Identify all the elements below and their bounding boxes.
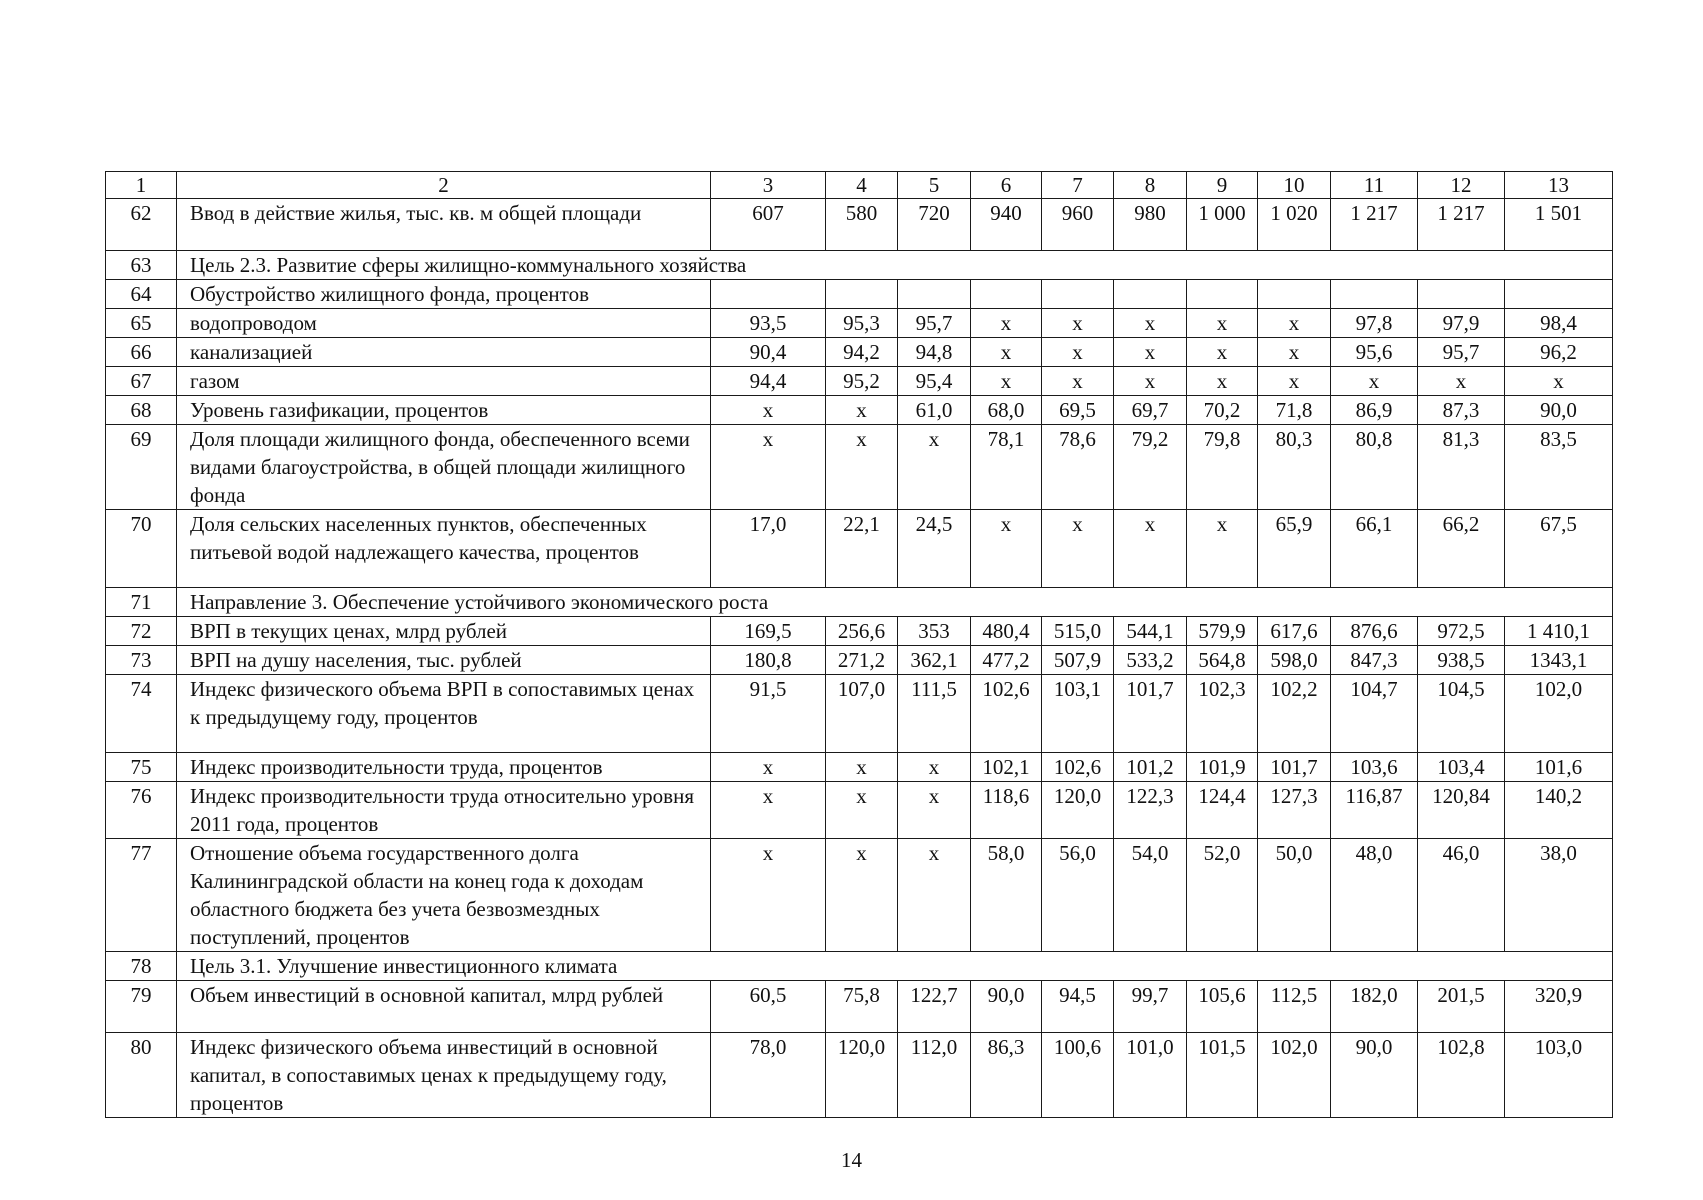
col-7-cell: 78,6: [1042, 425, 1114, 510]
col-3-cell: x: [711, 782, 826, 839]
col-5-cell: 111,5: [898, 675, 971, 753]
col-4-cell: [826, 280, 898, 309]
col-4-cell: x: [826, 753, 898, 782]
col-5-cell: 95,7: [898, 309, 971, 338]
row-number-cell: 78: [106, 952, 177, 981]
col-8-cell: 101,0: [1114, 1033, 1187, 1118]
indicator-name-cell: канализацией: [177, 338, 711, 367]
col-5-cell: 720: [898, 199, 971, 251]
col-13-cell: 320,9: [1505, 981, 1613, 1033]
col-9-cell: 1 000: [1187, 199, 1258, 251]
col-12-cell: 46,0: [1418, 839, 1505, 952]
col-3-cell: x: [711, 839, 826, 952]
col-9-cell: [1187, 280, 1258, 309]
col-8-cell: 533,2: [1114, 646, 1187, 675]
col-9-cell: x: [1187, 367, 1258, 396]
table-row: [106, 839, 1613, 952]
row-number-cell: 70: [106, 510, 177, 588]
col-8-cell: 99,7: [1114, 981, 1187, 1033]
row-number-cell: 73: [106, 646, 177, 675]
col-3-cell: 17,0: [711, 510, 826, 588]
col-6-cell: 86,3: [971, 1033, 1042, 1118]
section-title: Направление 3. Обеспечение устойчивого экономического роста: [177, 588, 1613, 617]
col-6-cell: 102,6: [971, 675, 1042, 753]
column-header: 4: [826, 172, 898, 199]
col-10-cell: x: [1258, 367, 1331, 396]
col-8-cell: 122,3: [1114, 782, 1187, 839]
col-10-cell: x: [1258, 338, 1331, 367]
col-11-cell: 97,8: [1331, 309, 1418, 338]
col-5-cell: x: [898, 839, 971, 952]
indicator-name-cell: Отношение объема государственного долга Калининградской области на конец года к доходам областного бюджета без учета безвозмездных поступлений, процентов: [177, 839, 711, 952]
col-6-cell: 78,1: [971, 425, 1042, 510]
col-10-cell: 598,0: [1258, 646, 1331, 675]
col-10-cell: 71,8: [1258, 396, 1331, 425]
table-body: [106, 172, 1613, 1118]
col-12-cell: 201,5: [1418, 981, 1505, 1033]
row-number-cell: 72: [106, 617, 177, 646]
col-10-cell: 80,3: [1258, 425, 1331, 510]
col-13-cell: [1505, 280, 1613, 309]
col-9-cell: x: [1187, 338, 1258, 367]
table-row: [106, 675, 1613, 753]
col-4-cell: 256,6: [826, 617, 898, 646]
col-9-cell: 52,0: [1187, 839, 1258, 952]
row-number-cell: 69: [106, 425, 177, 510]
col-7-cell: 507,9: [1042, 646, 1114, 675]
column-header: 7: [1042, 172, 1114, 199]
col-4-cell: 271,2: [826, 646, 898, 675]
indicator-name-cell: газом: [177, 367, 711, 396]
col-12-cell: 938,5: [1418, 646, 1505, 675]
indicator-name-cell: Ввод в действие жилья, тыс. кв. м общей площади: [177, 199, 711, 251]
col-8-cell: 101,2: [1114, 753, 1187, 782]
col-11-cell: 847,3: [1331, 646, 1418, 675]
col-12-cell: 1 217: [1418, 199, 1505, 251]
col-10-cell: 65,9: [1258, 510, 1331, 588]
col-12-cell: 81,3: [1418, 425, 1505, 510]
col-13-cell: 83,5: [1505, 425, 1613, 510]
col-10-cell: 102,2: [1258, 675, 1331, 753]
indicator-name-cell: Обустройство жилищного фонда, процентов: [177, 280, 711, 309]
col-11-cell: 103,6: [1331, 753, 1418, 782]
col-6-cell: 102,1: [971, 753, 1042, 782]
col-7-cell: 515,0: [1042, 617, 1114, 646]
col-6-cell: 480,4: [971, 617, 1042, 646]
col-13-cell: 38,0: [1505, 839, 1613, 952]
col-3-cell: 90,4: [711, 338, 826, 367]
indicator-name-cell: Индекс производительности труда, процентов: [177, 753, 711, 782]
row-number-cell: 79: [106, 981, 177, 1033]
table-row: [106, 309, 1613, 338]
col-10-cell: [1258, 280, 1331, 309]
table-row: [106, 338, 1613, 367]
col-12-cell: 120,84: [1418, 782, 1505, 839]
col-12-cell: 102,8: [1418, 1033, 1505, 1118]
indicator-name-cell: Доля сельских населенных пунктов, обеспеченных питьевой водой надлежащего качества, процентов: [177, 510, 711, 588]
section-title: Цель 3.1. Улучшение инвестиционного климата: [177, 952, 1613, 981]
col-10-cell: 50,0: [1258, 839, 1331, 952]
col-3-cell: x: [711, 753, 826, 782]
col-12-cell: 97,9: [1418, 309, 1505, 338]
col-3-cell: 169,5: [711, 617, 826, 646]
col-11-cell: 104,7: [1331, 675, 1418, 753]
col-8-cell: 54,0: [1114, 839, 1187, 952]
section-title: Цель 2.3. Развитие сферы жилищно-коммунального хозяйства: [177, 251, 1613, 280]
col-10-cell: 112,5: [1258, 981, 1331, 1033]
column-header: 5: [898, 172, 971, 199]
indicator-name-cell: Объем инвестиций в основной капитал, млрд рублей: [177, 981, 711, 1033]
col-4-cell: x: [826, 425, 898, 510]
col-4-cell: x: [826, 839, 898, 952]
table-header-row: [106, 172, 1613, 199]
col-8-cell: 69,7: [1114, 396, 1187, 425]
col-13-cell: 1 501: [1505, 199, 1613, 251]
table-row: [106, 782, 1613, 839]
section-row: [106, 588, 1613, 617]
row-number-cell: 76: [106, 782, 177, 839]
col-7-cell: 120,0: [1042, 782, 1114, 839]
row-number-cell: 71: [106, 588, 177, 617]
col-9-cell: 79,8: [1187, 425, 1258, 510]
row-number-cell: 68: [106, 396, 177, 425]
col-6-cell: x: [971, 367, 1042, 396]
table-row: [106, 396, 1613, 425]
col-3-cell: 94,4: [711, 367, 826, 396]
column-header: 9: [1187, 172, 1258, 199]
col-4-cell: 580: [826, 199, 898, 251]
col-3-cell: [711, 280, 826, 309]
col-11-cell: 116,87: [1331, 782, 1418, 839]
col-7-cell: 56,0: [1042, 839, 1114, 952]
col-9-cell: 101,5: [1187, 1033, 1258, 1118]
table-row: [106, 425, 1613, 510]
col-10-cell: 101,7: [1258, 753, 1331, 782]
col-10-cell: x: [1258, 309, 1331, 338]
col-13-cell: 90,0: [1505, 396, 1613, 425]
col-9-cell: x: [1187, 510, 1258, 588]
col-9-cell: 124,4: [1187, 782, 1258, 839]
col-10-cell: 127,3: [1258, 782, 1331, 839]
col-12-cell: x: [1418, 367, 1505, 396]
row-number-cell: 63: [106, 251, 177, 280]
table-row: [106, 617, 1613, 646]
col-10-cell: 617,6: [1258, 617, 1331, 646]
col-8-cell: 79,2: [1114, 425, 1187, 510]
col-5-cell: 122,7: [898, 981, 971, 1033]
indicator-name-cell: Индекс физического объема ВРП в сопоставимых ценах к предыдущему году, процентов: [177, 675, 711, 753]
row-number-cell: 67: [106, 367, 177, 396]
table-row: [106, 367, 1613, 396]
col-9-cell: 70,2: [1187, 396, 1258, 425]
col-13-cell: 101,6: [1505, 753, 1613, 782]
col-13-cell: 102,0: [1505, 675, 1613, 753]
col-6-cell: x: [971, 309, 1042, 338]
column-header: 10: [1258, 172, 1331, 199]
col-12-cell: 972,5: [1418, 617, 1505, 646]
col-9-cell: 579,9: [1187, 617, 1258, 646]
col-10-cell: 102,0: [1258, 1033, 1331, 1118]
page-number: 14: [841, 1148, 862, 1172]
section-row: [106, 251, 1613, 280]
col-12-cell: 87,3: [1418, 396, 1505, 425]
col-9-cell: 102,3: [1187, 675, 1258, 753]
col-7-cell: [1042, 280, 1114, 309]
col-4-cell: 22,1: [826, 510, 898, 588]
col-4-cell: 75,8: [826, 981, 898, 1033]
table-row: [106, 981, 1613, 1033]
col-4-cell: 95,2: [826, 367, 898, 396]
column-header: 1: [106, 172, 177, 199]
col-12-cell: 104,5: [1418, 675, 1505, 753]
col-11-cell: 95,6: [1331, 338, 1418, 367]
table-row: [106, 1033, 1613, 1118]
col-4-cell: 107,0: [826, 675, 898, 753]
column-header: 11: [1331, 172, 1418, 199]
col-13-cell: 96,2: [1505, 338, 1613, 367]
indicator-name-cell: ВРП на душу населения, тыс. рублей: [177, 646, 711, 675]
col-5-cell: 95,4: [898, 367, 971, 396]
col-5-cell: [898, 280, 971, 309]
col-6-cell: [971, 280, 1042, 309]
column-header: 8: [1114, 172, 1187, 199]
col-7-cell: x: [1042, 367, 1114, 396]
row-number-cell: 66: [106, 338, 177, 367]
col-7-cell: 94,5: [1042, 981, 1114, 1033]
col-8-cell: 980: [1114, 199, 1187, 251]
col-8-cell: [1114, 280, 1187, 309]
col-12-cell: [1418, 280, 1505, 309]
col-13-cell: 103,0: [1505, 1033, 1613, 1118]
col-11-cell: 1 217: [1331, 199, 1418, 251]
col-5-cell: 362,1: [898, 646, 971, 675]
section-row: [106, 952, 1613, 981]
col-7-cell: 69,5: [1042, 396, 1114, 425]
col-9-cell: x: [1187, 309, 1258, 338]
col-11-cell: 90,0: [1331, 1033, 1418, 1118]
col-8-cell: x: [1114, 510, 1187, 588]
row-number-cell: 75: [106, 753, 177, 782]
col-3-cell: x: [711, 425, 826, 510]
col-11-cell: 876,6: [1331, 617, 1418, 646]
indicator-name-cell: водопроводом: [177, 309, 711, 338]
col-4-cell: 120,0: [826, 1033, 898, 1118]
col-6-cell: x: [971, 510, 1042, 588]
col-7-cell: 100,6: [1042, 1033, 1114, 1118]
col-11-cell: 182,0: [1331, 981, 1418, 1033]
col-6-cell: 118,6: [971, 782, 1042, 839]
col-13-cell: 67,5: [1505, 510, 1613, 588]
col-13-cell: 98,4: [1505, 309, 1613, 338]
row-number-cell: 65: [106, 309, 177, 338]
col-3-cell: 60,5: [711, 981, 826, 1033]
col-11-cell: 66,1: [1331, 510, 1418, 588]
col-5-cell: x: [898, 425, 971, 510]
col-5-cell: 61,0: [898, 396, 971, 425]
col-9-cell: 101,9: [1187, 753, 1258, 782]
col-12-cell: 103,4: [1418, 753, 1505, 782]
col-5-cell: x: [898, 782, 971, 839]
indicator-name-cell: Индекс физического объема инвестиций в основной капитал, в сопоставимых ценах к предыдущему году, процентов: [177, 1033, 711, 1118]
col-4-cell: 94,2: [826, 338, 898, 367]
table-row: [106, 280, 1613, 309]
column-header: 3: [711, 172, 826, 199]
col-13-cell: 140,2: [1505, 782, 1613, 839]
col-7-cell: x: [1042, 510, 1114, 588]
col-6-cell: 58,0: [971, 839, 1042, 952]
col-11-cell: 48,0: [1331, 839, 1418, 952]
col-12-cell: 95,7: [1418, 338, 1505, 367]
column-header: 2: [177, 172, 711, 199]
col-3-cell: 93,5: [711, 309, 826, 338]
col-4-cell: 95,3: [826, 309, 898, 338]
table-row: [106, 646, 1613, 675]
indicator-name-cell: ВРП в текущих ценах, млрд рублей: [177, 617, 711, 646]
col-6-cell: 940: [971, 199, 1042, 251]
col-5-cell: 94,8: [898, 338, 971, 367]
table-row: [106, 199, 1613, 251]
col-6-cell: 477,2: [971, 646, 1042, 675]
indicators-table: [105, 171, 1613, 1118]
col-9-cell: 564,8: [1187, 646, 1258, 675]
col-6-cell: 68,0: [971, 396, 1042, 425]
col-11-cell: 80,8: [1331, 425, 1418, 510]
col-4-cell: x: [826, 396, 898, 425]
col-5-cell: 353: [898, 617, 971, 646]
col-13-cell: x: [1505, 367, 1613, 396]
col-10-cell: 1 020: [1258, 199, 1331, 251]
row-number-cell: 64: [106, 280, 177, 309]
indicator-name-cell: Доля площади жилищного фонда, обеспеченного всеми видами благоустройства, в общей площади жилищного фонда: [177, 425, 711, 510]
col-7-cell: 960: [1042, 199, 1114, 251]
col-11-cell: x: [1331, 367, 1418, 396]
col-11-cell: [1331, 280, 1418, 309]
col-7-cell: x: [1042, 309, 1114, 338]
indicator-name-cell: Уровень газификации, процентов: [177, 396, 711, 425]
col-8-cell: x: [1114, 338, 1187, 367]
row-number-cell: 80: [106, 1033, 177, 1118]
col-5-cell: x: [898, 753, 971, 782]
col-7-cell: 102,6: [1042, 753, 1114, 782]
col-12-cell: 66,2: [1418, 510, 1505, 588]
col-3-cell: 78,0: [711, 1033, 826, 1118]
col-13-cell: 1343,1: [1505, 646, 1613, 675]
col-8-cell: x: [1114, 367, 1187, 396]
col-3-cell: x: [711, 396, 826, 425]
col-11-cell: 86,9: [1331, 396, 1418, 425]
column-header: 12: [1418, 172, 1505, 199]
table-row: [106, 510, 1613, 588]
col-7-cell: 103,1: [1042, 675, 1114, 753]
col-3-cell: 607: [711, 199, 826, 251]
col-3-cell: 91,5: [711, 675, 826, 753]
col-5-cell: 112,0: [898, 1033, 971, 1118]
table-row: [106, 753, 1613, 782]
col-4-cell: x: [826, 782, 898, 839]
row-number-cell: 77: [106, 839, 177, 952]
col-8-cell: 544,1: [1114, 617, 1187, 646]
col-6-cell: x: [971, 338, 1042, 367]
row-number-cell: 62: [106, 199, 177, 251]
column-header: 6: [971, 172, 1042, 199]
col-3-cell: 180,8: [711, 646, 826, 675]
col-8-cell: x: [1114, 309, 1187, 338]
column-header: 13: [1505, 172, 1613, 199]
row-number-cell: 74: [106, 675, 177, 753]
col-13-cell: 1 410,1: [1505, 617, 1613, 646]
col-8-cell: 101,7: [1114, 675, 1187, 753]
indicator-name-cell: Индекс производительности труда относительно уровня 2011 года, процентов: [177, 782, 711, 839]
col-7-cell: x: [1042, 338, 1114, 367]
col-5-cell: 24,5: [898, 510, 971, 588]
col-9-cell: 105,6: [1187, 981, 1258, 1033]
col-6-cell: 90,0: [971, 981, 1042, 1033]
